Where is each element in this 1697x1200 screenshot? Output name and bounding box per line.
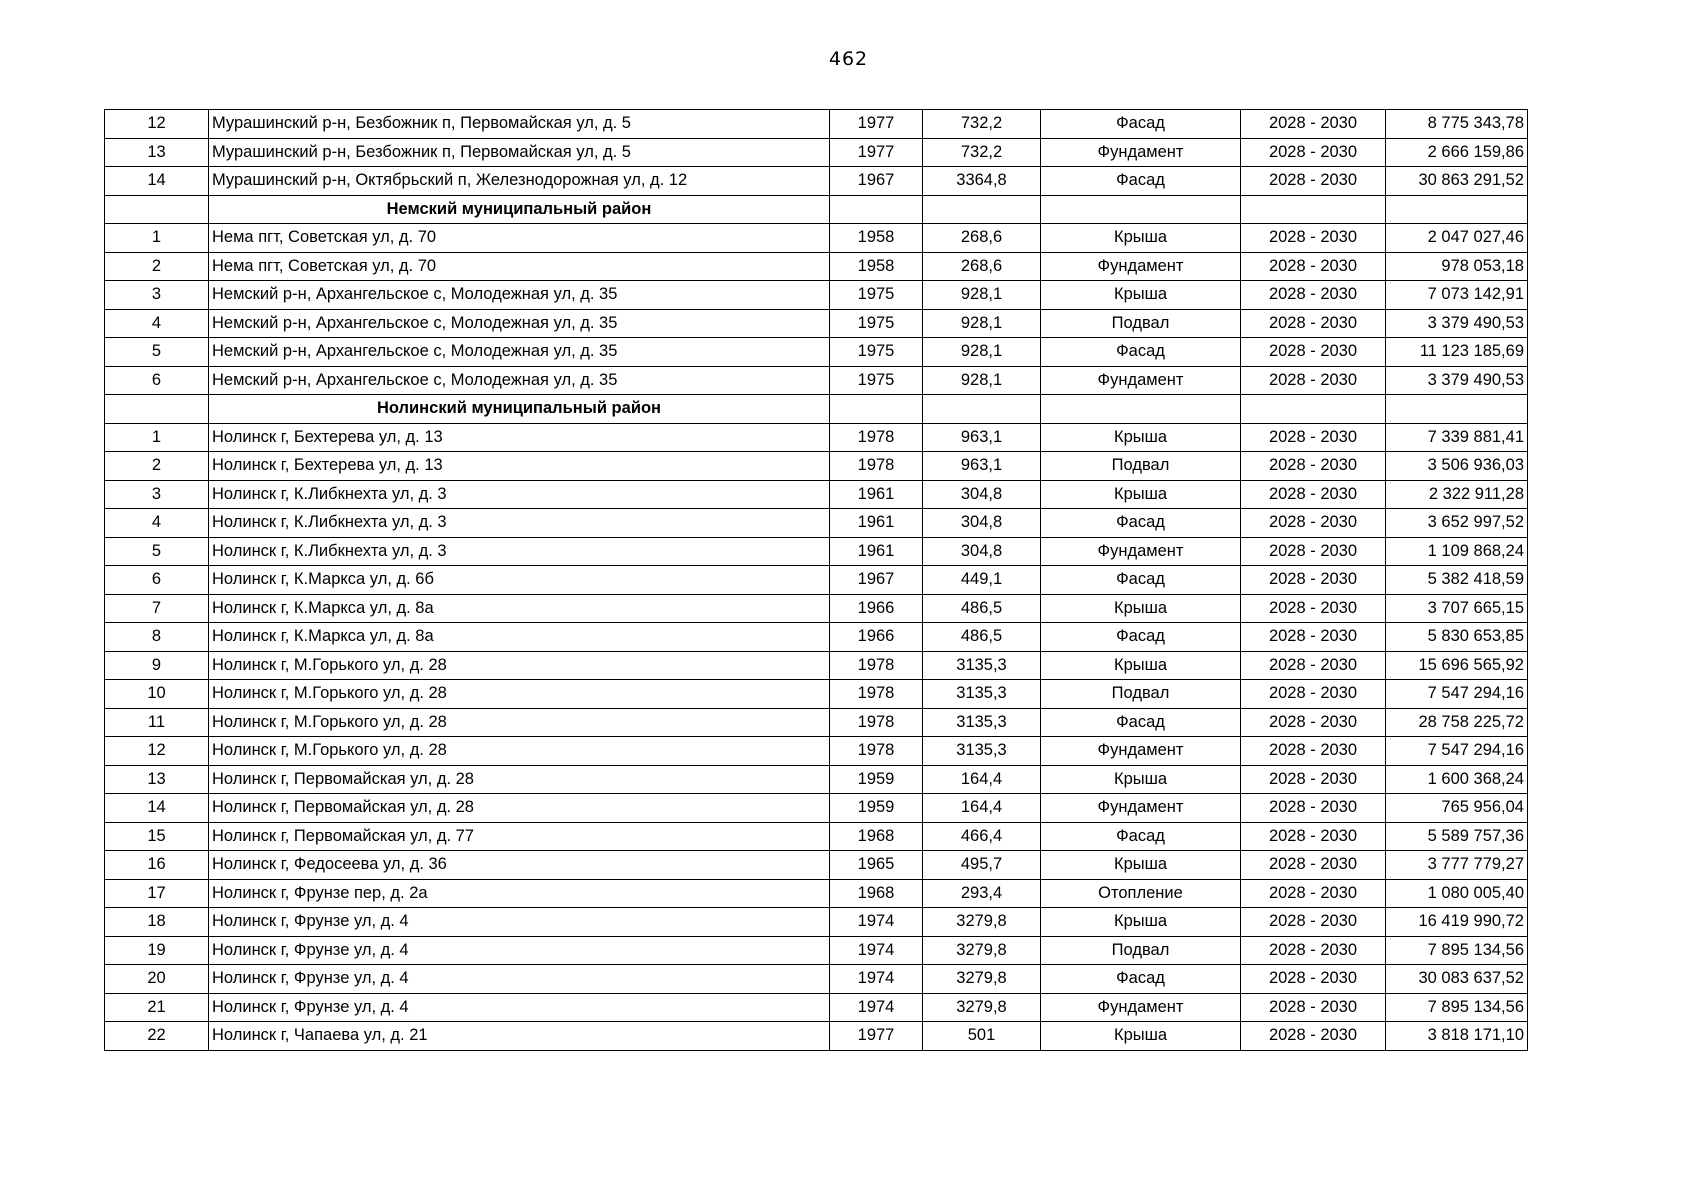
work-cost: 3 707 665,15: [1386, 594, 1528, 623]
building-area: 3135,3: [923, 737, 1041, 766]
building-address: Нолинск г, Бехтерева ул, д. 13: [209, 423, 830, 452]
work-period: 2028 - 2030: [1241, 566, 1386, 595]
row-number: 9: [105, 651, 209, 680]
work-period: 2028 - 2030: [1241, 281, 1386, 310]
work-cost: 5 589 757,36: [1386, 822, 1528, 851]
work-cost: 3 379 490,53: [1386, 309, 1528, 338]
row-number: 2: [105, 452, 209, 481]
work-type: Крыша: [1041, 1022, 1241, 1051]
building-area: 3279,8: [923, 908, 1041, 937]
work-period: 2028 - 2030: [1241, 993, 1386, 1022]
build-year: 1961: [830, 537, 923, 566]
work-type: Фундамент: [1041, 138, 1241, 167]
repair-schedule-table: [104, 109, 1528, 1051]
empty-cell: [1241, 195, 1386, 224]
building-address: Нема пгт, Советская ул, д. 70: [209, 224, 830, 253]
work-cost: 16 419 990,72: [1386, 908, 1528, 937]
work-cost: 5 830 653,85: [1386, 623, 1528, 652]
work-type: Подвал: [1041, 936, 1241, 965]
build-year: 1961: [830, 480, 923, 509]
building-address: Нолинск г, Фрунзе ул, д. 4: [209, 936, 830, 965]
empty-cell: [105, 195, 209, 224]
work-cost: 765 956,04: [1386, 794, 1528, 823]
work-cost: 7 895 134,56: [1386, 936, 1528, 965]
work-type: Фундамент: [1041, 993, 1241, 1022]
work-period: 2028 - 2030: [1241, 423, 1386, 452]
work-type: Фасад: [1041, 822, 1241, 851]
work-period: 2028 - 2030: [1241, 822, 1386, 851]
work-period: 2028 - 2030: [1241, 110, 1386, 139]
build-year: 1978: [830, 737, 923, 766]
table-row: [105, 765, 1528, 794]
work-cost: 1 600 368,24: [1386, 765, 1528, 794]
building-area: 3279,8: [923, 993, 1041, 1022]
work-cost: 7 547 294,16: [1386, 680, 1528, 709]
row-number: 8: [105, 623, 209, 652]
row-number: 1: [105, 224, 209, 253]
build-year: 1965: [830, 851, 923, 880]
build-year: 1959: [830, 794, 923, 823]
work-period: 2028 - 2030: [1241, 224, 1386, 253]
empty-cell: [1386, 395, 1528, 424]
building-address: Нолинск г, Фрунзе ул, д. 4: [209, 965, 830, 994]
build-year: 1977: [830, 1022, 923, 1051]
work-period: 2028 - 2030: [1241, 965, 1386, 994]
building-area: 486,5: [923, 623, 1041, 652]
building-address: Мурашинский р-н, Октябрьский п, Железнодорожная ул, д. 12: [209, 167, 830, 196]
building-area: 928,1: [923, 309, 1041, 338]
district-title: Немский муниципальный район: [209, 195, 830, 224]
build-year: 1974: [830, 965, 923, 994]
work-period: 2028 - 2030: [1241, 765, 1386, 794]
building-area: 3364,8: [923, 167, 1041, 196]
empty-cell: [105, 395, 209, 424]
building-address: Нема пгт, Советская ул, д. 70: [209, 252, 830, 281]
work-period: 2028 - 2030: [1241, 594, 1386, 623]
work-type: Фундамент: [1041, 737, 1241, 766]
work-period: 2028 - 2030: [1241, 737, 1386, 766]
building-address: Немский р-н, Архангельское с, Молодежная ул, д. 35: [209, 366, 830, 395]
building-area: 268,6: [923, 252, 1041, 281]
row-number: 22: [105, 1022, 209, 1051]
row-number: 12: [105, 737, 209, 766]
work-type: Фундамент: [1041, 366, 1241, 395]
table-row: [105, 281, 1528, 310]
building-address: Нолинск г, М.Горького ул, д. 28: [209, 708, 830, 737]
table-row: [105, 452, 1528, 481]
table-row: [105, 138, 1528, 167]
work-type: Подвал: [1041, 309, 1241, 338]
work-period: 2028 - 2030: [1241, 480, 1386, 509]
empty-cell: [830, 195, 923, 224]
row-number: 18: [105, 908, 209, 937]
work-period: 2028 - 2030: [1241, 1022, 1386, 1051]
row-number: 19: [105, 936, 209, 965]
build-year: 1968: [830, 879, 923, 908]
table-row: [105, 1022, 1528, 1051]
empty-cell: [1241, 395, 1386, 424]
building-address: Нолинск г, К.Маркса ул, д. 6б: [209, 566, 830, 595]
table-row: [105, 708, 1528, 737]
building-address: Мурашинский р-н, Безбожник п, Первомайская ул, д. 5: [209, 138, 830, 167]
work-type: Фасад: [1041, 338, 1241, 367]
row-number: 6: [105, 566, 209, 595]
building-area: 3279,8: [923, 936, 1041, 965]
build-year: 1975: [830, 281, 923, 310]
table-row: [105, 623, 1528, 652]
build-year: 1967: [830, 566, 923, 595]
row-number: 13: [105, 138, 209, 167]
work-period: 2028 - 2030: [1241, 338, 1386, 367]
building-address: Немский р-н, Архангельское с, Молодежная ул, д. 35: [209, 281, 830, 310]
table-row: [105, 224, 1528, 253]
building-address: Немский р-н, Архангельское с, Молодежная ул, д. 35: [209, 309, 830, 338]
build-year: 1975: [830, 338, 923, 367]
row-number: 20: [105, 965, 209, 994]
work-type: Фундамент: [1041, 794, 1241, 823]
row-number: 6: [105, 366, 209, 395]
building-address: Нолинск г, Первомайская ул, д. 77: [209, 822, 830, 851]
work-cost: 7 073 142,91: [1386, 281, 1528, 310]
table-row: [105, 908, 1528, 937]
build-year: 1958: [830, 224, 923, 253]
work-cost: 978 053,18: [1386, 252, 1528, 281]
building-area: 963,1: [923, 423, 1041, 452]
work-period: 2028 - 2030: [1241, 651, 1386, 680]
work-period: 2028 - 2030: [1241, 309, 1386, 338]
building-area: 466,4: [923, 822, 1041, 851]
work-period: 2028 - 2030: [1241, 509, 1386, 538]
build-year: 1958: [830, 252, 923, 281]
row-number: 17: [105, 879, 209, 908]
building-address: Нолинск г, Первомайская ул, д. 28: [209, 794, 830, 823]
work-type: Крыша: [1041, 594, 1241, 623]
building-address: Нолинск г, К.Либкнехта ул, д. 3: [209, 537, 830, 566]
work-cost: 30 083 637,52: [1386, 965, 1528, 994]
work-period: 2028 - 2030: [1241, 794, 1386, 823]
work-period: 2028 - 2030: [1241, 851, 1386, 880]
table-row: [105, 110, 1528, 139]
work-type: Фасад: [1041, 167, 1241, 196]
build-year: 1977: [830, 110, 923, 139]
building-area: 732,2: [923, 110, 1041, 139]
work-period: 2028 - 2030: [1241, 879, 1386, 908]
work-type: Фундамент: [1041, 252, 1241, 281]
work-period: 2028 - 2030: [1241, 167, 1386, 196]
row-number: 21: [105, 993, 209, 1022]
building-area: 963,1: [923, 452, 1041, 481]
row-number: 4: [105, 509, 209, 538]
row-number: 12: [105, 110, 209, 139]
work-cost: 2 322 911,28: [1386, 480, 1528, 509]
building-area: 164,4: [923, 765, 1041, 794]
empty-cell: [1041, 395, 1241, 424]
work-type: Подвал: [1041, 680, 1241, 709]
table-row: [105, 737, 1528, 766]
empty-cell: [1386, 195, 1528, 224]
work-period: 2028 - 2030: [1241, 908, 1386, 937]
work-period: 2028 - 2030: [1241, 680, 1386, 709]
work-type: Фундамент: [1041, 537, 1241, 566]
work-cost: 15 696 565,92: [1386, 651, 1528, 680]
work-period: 2028 - 2030: [1241, 452, 1386, 481]
row-number: 15: [105, 822, 209, 851]
building-address: Нолинск г, М.Горького ул, д. 28: [209, 737, 830, 766]
build-year: 1975: [830, 309, 923, 338]
building-address: Нолинск г, Фрунзе пер, д. 2а: [209, 879, 830, 908]
build-year: 1977: [830, 138, 923, 167]
work-cost: 1 109 868,24: [1386, 537, 1528, 566]
table-row: [105, 879, 1528, 908]
build-year: 1975: [830, 366, 923, 395]
build-year: 1961: [830, 509, 923, 538]
build-year: 1974: [830, 993, 923, 1022]
building-address: Нолинск г, Чапаева ул, д. 21: [209, 1022, 830, 1051]
work-type: Крыша: [1041, 224, 1241, 253]
work-cost: 3 777 779,27: [1386, 851, 1528, 880]
work-period: 2028 - 2030: [1241, 537, 1386, 566]
building-address: Нолинск г, М.Горького ул, д. 28: [209, 651, 830, 680]
work-type: Крыша: [1041, 480, 1241, 509]
row-number: 16: [105, 851, 209, 880]
work-cost: 1 080 005,40: [1386, 879, 1528, 908]
build-year: 1978: [830, 680, 923, 709]
row-number: 5: [105, 338, 209, 367]
build-year: 1978: [830, 651, 923, 680]
work-type: Фасад: [1041, 965, 1241, 994]
row-number: 2: [105, 252, 209, 281]
district-title: Нолинский муниципальный район: [209, 395, 830, 424]
work-cost: 30 863 291,52: [1386, 167, 1528, 196]
building-address: Нолинск г, Фрунзе ул, д. 4: [209, 908, 830, 937]
work-type: Крыша: [1041, 765, 1241, 794]
building-address: Нолинск г, М.Горького ул, д. 28: [209, 680, 830, 709]
building-area: 3135,3: [923, 651, 1041, 680]
table-row: [105, 680, 1528, 709]
table-row: [105, 423, 1528, 452]
table-row: [105, 993, 1528, 1022]
work-period: 2028 - 2030: [1241, 936, 1386, 965]
building-area: 486,5: [923, 594, 1041, 623]
table-row: [105, 965, 1528, 994]
work-cost: 3 379 490,53: [1386, 366, 1528, 395]
building-address: Нолинск г, Первомайская ул, д. 28: [209, 765, 830, 794]
building-address: Мурашинский р-н, Безбожник п, Первомайская ул, д. 5: [209, 110, 830, 139]
empty-cell: [830, 395, 923, 424]
building-area: 293,4: [923, 879, 1041, 908]
build-year: 1967: [830, 167, 923, 196]
table-row: [105, 338, 1528, 367]
work-type: Фасад: [1041, 566, 1241, 595]
work-cost: 7 895 134,56: [1386, 993, 1528, 1022]
table-row: [105, 566, 1528, 595]
work-period: 2028 - 2030: [1241, 252, 1386, 281]
work-cost: 8 775 343,78: [1386, 110, 1528, 139]
work-period: 2028 - 2030: [1241, 623, 1386, 652]
table-row: [105, 167, 1528, 196]
work-period: 2028 - 2030: [1241, 366, 1386, 395]
building-area: 304,8: [923, 509, 1041, 538]
row-number: 4: [105, 309, 209, 338]
empty-cell: [923, 195, 1041, 224]
row-number: 5: [105, 537, 209, 566]
row-number: 3: [105, 281, 209, 310]
table-row: [105, 822, 1528, 851]
table-row: [105, 537, 1528, 566]
building-address: Нолинск г, Бехтерева ул, д. 13: [209, 452, 830, 481]
table-row: [105, 309, 1528, 338]
build-year: 1974: [830, 936, 923, 965]
page-number: 462: [828, 48, 869, 70]
work-type: Крыша: [1041, 281, 1241, 310]
building-area: 3135,3: [923, 680, 1041, 709]
work-cost: 5 382 418,59: [1386, 566, 1528, 595]
work-type: Крыша: [1041, 651, 1241, 680]
build-year: 1959: [830, 765, 923, 794]
work-cost: 3 818 171,10: [1386, 1022, 1528, 1051]
building-area: 928,1: [923, 281, 1041, 310]
table-row: [105, 936, 1528, 965]
work-period: 2028 - 2030: [1241, 708, 1386, 737]
building-address: Нолинск г, К.Маркса ул, д. 8а: [209, 594, 830, 623]
work-type: Фасад: [1041, 708, 1241, 737]
building-area: 928,1: [923, 366, 1041, 395]
work-type: Фасад: [1041, 110, 1241, 139]
work-cost: 7 339 881,41: [1386, 423, 1528, 452]
row-number: 11: [105, 708, 209, 737]
work-type: Крыша: [1041, 908, 1241, 937]
building-address: Нолинск г, Фрунзе ул, д. 4: [209, 993, 830, 1022]
work-cost: 7 547 294,16: [1386, 737, 1528, 766]
row-number: 3: [105, 480, 209, 509]
table-row: [105, 794, 1528, 823]
work-period: 2028 - 2030: [1241, 138, 1386, 167]
work-cost: 3 506 936,03: [1386, 452, 1528, 481]
row-number: 14: [105, 794, 209, 823]
table-body: [105, 110, 1528, 1051]
table-row: [105, 509, 1528, 538]
building-area: 495,7: [923, 851, 1041, 880]
empty-cell: [923, 395, 1041, 424]
build-year: 1968: [830, 822, 923, 851]
building-area: 732,2: [923, 138, 1041, 167]
work-type: Фасад: [1041, 623, 1241, 652]
work-cost: 3 652 997,52: [1386, 509, 1528, 538]
building-area: 3279,8: [923, 965, 1041, 994]
row-number: 14: [105, 167, 209, 196]
row-number: 7: [105, 594, 209, 623]
building-area: 3135,3: [923, 708, 1041, 737]
building-address: Немский р-н, Архангельское с, Молодежная ул, д. 35: [209, 338, 830, 367]
work-type: Фасад: [1041, 509, 1241, 538]
work-type: Крыша: [1041, 423, 1241, 452]
work-type: Подвал: [1041, 452, 1241, 481]
work-cost: 28 758 225,72: [1386, 708, 1528, 737]
row-number: 10: [105, 680, 209, 709]
table-row: [105, 851, 1528, 880]
building-address: Нолинск г, К.Маркса ул, д. 8а: [209, 623, 830, 652]
build-year: 1974: [830, 908, 923, 937]
work-cost: 2 666 159,86: [1386, 138, 1528, 167]
row-number: 13: [105, 765, 209, 794]
building-area: 304,8: [923, 480, 1041, 509]
work-type: Крыша: [1041, 851, 1241, 880]
building-address: Нолинск г, Федосеева ул, д. 36: [209, 851, 830, 880]
row-number: 1: [105, 423, 209, 452]
section-header-row: [105, 395, 1528, 424]
building-address: Нолинск г, К.Либкнехта ул, д. 3: [209, 480, 830, 509]
build-year: 1966: [830, 623, 923, 652]
building-area: 164,4: [923, 794, 1041, 823]
build-year: 1978: [830, 423, 923, 452]
work-cost: 2 047 027,46: [1386, 224, 1528, 253]
work-type: Отопление: [1041, 879, 1241, 908]
building-area: 928,1: [923, 338, 1041, 367]
table-row: [105, 594, 1528, 623]
empty-cell: [1041, 195, 1241, 224]
table-row: [105, 366, 1528, 395]
section-header-row: [105, 195, 1528, 224]
building-area: 501: [923, 1022, 1041, 1051]
work-cost: 11 123 185,69: [1386, 338, 1528, 367]
build-year: 1966: [830, 594, 923, 623]
build-year: 1978: [830, 708, 923, 737]
building-area: 304,8: [923, 537, 1041, 566]
building-area: 268,6: [923, 224, 1041, 253]
building-area: 449,1: [923, 566, 1041, 595]
build-year: 1978: [830, 452, 923, 481]
building-address: Нолинск г, К.Либкнехта ул, д. 3: [209, 509, 830, 538]
table-row: [105, 480, 1528, 509]
table-row: [105, 651, 1528, 680]
table-row: [105, 252, 1528, 281]
